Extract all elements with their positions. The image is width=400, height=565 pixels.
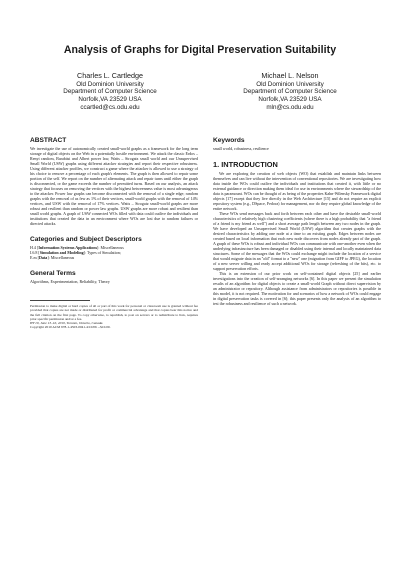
left-column	[30, 137, 198, 330]
keywords-text: small world, robustness, resilience	[213, 146, 269, 151]
category-name: Data	[39, 255, 48, 260]
category-rest: ]: Miscellaneous	[47, 255, 75, 260]
keywords-heading: Keywords	[213, 137, 245, 144]
categories-text	[30, 245, 198, 260]
category-rest: ]: Types of Simulation;	[83, 250, 121, 255]
right-column	[213, 137, 381, 306]
paper-title: Analysis of Graphs for Digital Preservation Suitability	[63, 44, 337, 56]
abstract-heading: ABSTRACT	[30, 137, 67, 144]
general-terms-text: Algorithms, Experimentation, Reliability, Theory	[30, 279, 110, 284]
introduction-heading: 1. INTRODUCTION	[213, 160, 278, 169]
author-block	[0, 72, 400, 120]
category-code: I.6.8 [	[30, 250, 40, 255]
author-affiliation: Old Dominion University	[256, 80, 324, 88]
abstract-text: We investigate the use of autonomically created small-world graphs as a framework for the long term storage of digital objects on the Web in a potentially hostile environment. We attack the classic Erdos – Renyi random, Barabási and Albert power law, Watts – Strogatz small world and our Unsupervised Small World (USW) graphs using different attacker strategies and report their respective robustness. Using different attacker profiles, we construct a game where the attacker is allowed to use a strategy of his choice to remove a percentage of each graph's elements. The graph is then allowed to repair some portion of the self. We report on the number of alternating attack and repair turns until either the graph is disconnected, or the game exceeds the number of permitted turns. Based on our analysis, an attack strategy that focuses on removing the vertices with the highest betweenness value is most advantageous to the attacker. Power law graphs can become disconnected with the removal of a single edge; random graphs with the removal of as few as 1% of their vertices, small-world graphs with the removal of 14% vertices, and USW with the removal of 17% vertices. Watts – Strogatz small-world graphs are more robust and resilient than random or power law graphs. USW graphs are more robust and resilient than small world graphs. A graph of USW connected WOs filled with data could outlive the individuals and institutions that created the data in an environment where WOs are lost due to random failures or directed attacks.	[30, 146, 198, 226]
author-department: Department of Computer Science	[243, 88, 337, 96]
author-name: Michael L. Nelson	[261, 71, 319, 80]
footnote-rule	[30, 300, 90, 301]
category-code: E.m [	[30, 255, 39, 260]
venue-line: HT'10, June 13–16, 2010, Toronto, Ontario, Canada.	[30, 321, 104, 325]
intro-paragraph: This is an extension of our prior work on self-contained digital objects [25] and earlier investigations into the creation of self-arranging networks [6]. In this paper we present the simulation results of an algorithm for digital objects to create a small-world Graph without direct supervision by an administrator or repository. Although assistance from administrators or repositories is possible in this model, it is not required. The motivation for and scenarios of how a network of WOs could engage in digital preservation tasks is covered in [6]; this paper presents only the analysis of an algorithm to test the robustness and resilience of such a network.	[213, 271, 381, 306]
author-email: mln@cs.odu.edu	[266, 103, 314, 111]
author-affiliation: Old Dominion University	[76, 80, 144, 88]
author-name: Charles L. Cartledge	[77, 71, 143, 80]
categories-heading: Categories and Subject Descriptors	[30, 236, 142, 243]
author-department: Department of Computer Science	[63, 88, 157, 96]
author-address: Norfolk,VA 23529 USA	[78, 95, 142, 103]
permission-notice: Permission to make digital or hard copies of all or part of this work for personal or classroom use is granted without fee provided that copies are not made or distributed for profit or commercial advantage and that copies bear this notice and the full citation on the first page. To copy otherwise, to republish, to post on servers or to redistribute to lists, requires prior specific permission and/or a fee.	[30, 304, 198, 321]
category-name: Simulation and Modeling	[39, 250, 84, 255]
author-address: Norfolk,VA 23529 USA	[258, 95, 322, 103]
general-terms-heading: General Terms	[30, 270, 76, 277]
author-email: ccartled@cs.odu.edu	[80, 103, 140, 111]
category-rest: ]: Miscellaneous	[97, 245, 124, 250]
author-cartledge	[25, 72, 195, 111]
intro-paragraph: These WOs send messages back and forth between each other and have the desirable small-world characteristics of relatively high clustering coefficients (where there is a high probability that "a friend of a friend is my friend as well") and a short average path length between any two nodes in the graph. We have developed an Unsupervised Small World (USW) algorithm that creates graphs with the desired characteristics by adding one node at a time to an existing graph. Edges between nodes are created based on local information that each new node discovers from nodes already part of the graph. A graph of these WOs is robust and individual WOs can communicate with one-another even when the underlying infrastructure has been damaged or disabled using their internal and locally maintained data structures. Some of the messages that the WOs could exchange might include the location of a service that would migrate data in an "old" format to a "new" one (migration from GIFF to JPEG), the location of a new server willing and ready accept additional WOs for storage (refreshing of the bits), etc. to support preservation efforts.	[213, 211, 381, 271]
permission-block	[30, 300, 198, 330]
intro-paragraph: We are exploring the creation of web objects (WO) that establish and maintain links between themselves and can live without the intervention of conventional repositories. We are investigating how data inside the WOs could outlive the individuals and institutions that created it, with little or no external guidance or direction making them ideal for use in environments where the stewardship of the data is paramount. WOs can be thought of as being of the properties Kahn-Wilensky Framework digital objects [17] except that they live directly in the Web Architecture [15] and do not require an explicit repository system (e.g., DSpace, Fedora) for management, nor do they require global knowledge of the entire network.	[213, 171, 381, 211]
copyright-line: Copyright 2010 ACM 978-1-4503-0041-4/10/06 ...$10.00.	[30, 325, 111, 330]
category-name: Information Systems Applications	[38, 245, 98, 250]
author-nelson	[205, 72, 375, 111]
category-code: H.4 [	[30, 245, 39, 250]
